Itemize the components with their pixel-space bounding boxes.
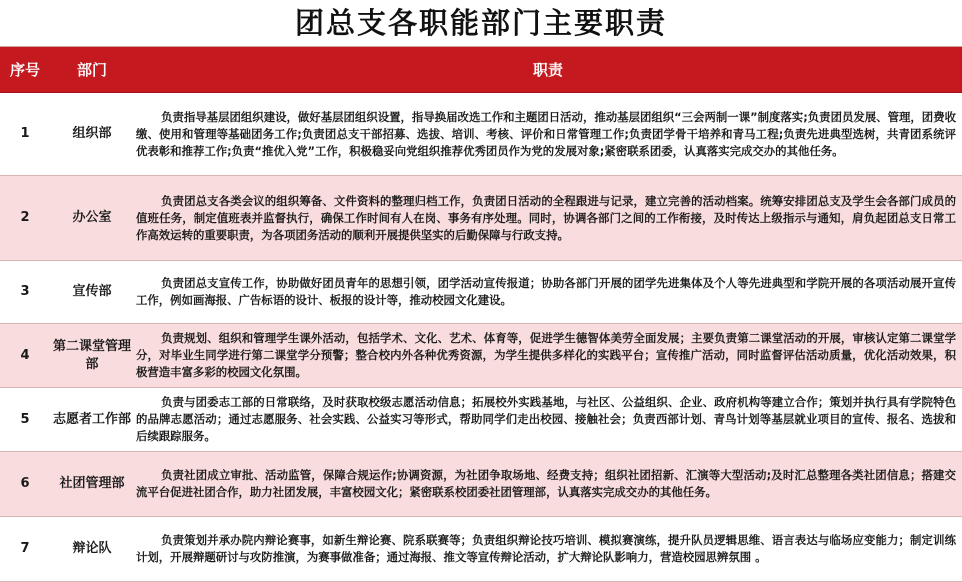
table-row (0, 176, 962, 261)
row-index: 4 (20, 347, 30, 363)
header-index: 序号 (9, 61, 40, 79)
row-duty: 负责与团委志工部的日常联络，及时获取校级志愿活动信息；拓展校外实践基地，与社区、公益组织、企业、政府机构等建立合作；策划并执行具有学院特色的品牌志愿活动；通过志愿服务、社会实践、公益实习等形式，帮助同学们走出校园、接触社会；负责西部计划、青鸟计划等基层就业项目的宣传、报名、选拔和后续跟踪服务。 (136, 395, 956, 443)
table-header (0, 47, 962, 93)
table-row (0, 324, 962, 388)
row-dept: 志愿者工作部 (52, 411, 131, 427)
row-dept: 办公室 (72, 210, 112, 225)
row-index: 3 (20, 284, 30, 299)
row-index: 1 (20, 126, 30, 141)
row-dept: 组织部 (72, 126, 112, 141)
table-row (0, 93, 962, 176)
row-duty: 负责团总支各类会议的组织筹备、文件资料的整理归档工作，负责团日活动的全程跟进与记录，建立完善的活动档案。统筹安排团总支及学生会各部门成员的值班任务，制定值班表并监督执行，确保工作时间有人在岗、事务有序处理。同时，协调各部门之间的工作衔接，及时传达上级指示与通知，肩负起团总支日常工作高效运转的重要职责，为各项团务活动的顺利开展提供坚实的后勤保障与行政支持。 (136, 193, 956, 242)
table-row (0, 517, 962, 582)
row-index: 2 (20, 210, 30, 225)
header-duty: 职责 (532, 61, 563, 79)
row-index: 7 (20, 541, 30, 556)
row-dept: 宣传部 (72, 284, 112, 299)
table-row (0, 452, 962, 517)
table-row (0, 388, 962, 452)
row-duty: 负责策划并承办院内辩论赛事，如新生辩论赛、院系联赛等；负责组织辩论技巧培训、模拟赛演练，提升队员逻辑思维、语言表达与临场应变能力；制定训练计划，开展辩题研讨与攻防推演，为赛事做准备；通过海报、推文等宣传辩论活动，扩大辩论队影响力，营造校园思辨氛围 。 (136, 533, 956, 564)
table-row (0, 261, 962, 324)
row-duty: 负责规划、组织和管理学生课外活动，包括学术、文化、艺术、体育等，促进学生德智体美劳全面发展；主要负责第二课堂活动的开展，审核认定第二课堂学分，对毕业生同学进行第二课堂学分预警；整合校内外各种优秀资源，为学生提供多样化的实践平台；宣传推广活动，同时监督评估活动质量，优化活动效果，积极营造丰富多彩的校园文化氛围。 (136, 331, 956, 379)
row-dept: 第二课堂管理部 (52, 338, 131, 372)
row-dept: 辩论队 (72, 541, 112, 556)
row-dept: 社团管理部 (59, 476, 125, 491)
header-dept: 部门 (76, 61, 107, 79)
row-index: 6 (20, 476, 30, 491)
row-index: 5 (20, 411, 30, 427)
page-title: 团总支各职能部门主要职责 (294, 6, 667, 40)
row-duty: 负责指导基层团组织建设，做好基层团组织设置，指导换届改选工作和主题团日活动，推动基层团组织“三会两制一课”制度落实;负责团员发展、管理，团费收缴、使用和管理等基础团务工作;负责团总支干部招募、选拔、培训、考核、评价和日常管理工作;负责团学骨干培养和青马工程;负责先进典型选树，共青团系统评优表彰和推荐工作;负责“推优入党”工作，积极稳妥向党组织推荐优秀团员作为党的发展对象;紧密联系团委，认真落实完成交办的其他任务。 (136, 109, 956, 158)
row-duty: 负责团总支宣传工作，协助做好团员青年的思想引领，团学活动宣传报道；协助各部门开展的团学先进集体及个人等先进典型和学院开展的各项活动展开宣传工作，例如画海报、广告标语的设计、板报的设计等，推动校园文化建设。 (136, 276, 956, 307)
duties-table (0, 46, 962, 582)
row-duty: 负责社团成立审批、活动监管，保障合规运作;协调资源，为社团争取场地、经费支持；组织社团招新、汇演等大型活动;及时汇总整理各类社团信息；搭建交流平台促进社团合作，助力社团发展，丰富校园文化；紧密联系校团委社团管理部，认真落实完成交办的其他任务。 (136, 468, 956, 499)
